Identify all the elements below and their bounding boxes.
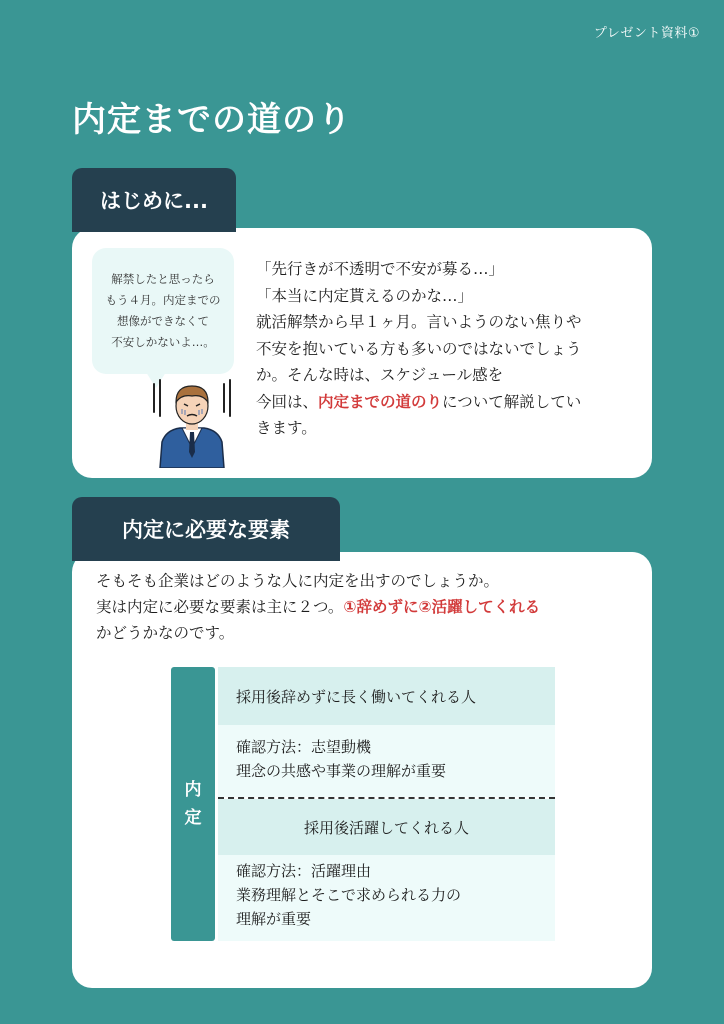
requirements-line-3: かどうかなのです。 — [96, 624, 235, 642]
intro-text — [256, 256, 640, 442]
requirements-card — [72, 552, 652, 988]
requirements-tab: 内定に必要な要素 — [72, 497, 340, 561]
requirements-line-2-before: 実は内定に必要な要素は主に２つ。 — [96, 598, 344, 616]
item-1-title: 採用後辞めずに長く働いてくれる人 — [218, 667, 555, 725]
side-label-char-1: 内 — [184, 780, 202, 800]
page-title: 内定までの道のり — [72, 100, 352, 140]
naitei-side-label — [171, 667, 215, 941]
item-2-method: 確認方法：活躍理由 — [236, 862, 372, 880]
item-2-detail-1: 業務理解とそこで求められる力の — [236, 886, 462, 904]
item-2-title: 採用後活躍してくれる人 — [218, 799, 555, 855]
requirements-line-2 — [96, 594, 636, 620]
requirements-text — [96, 568, 636, 646]
intro-line-4: 不安を抱いている方も多いのではないでしょう — [256, 339, 582, 358]
intro-line-1: 「先行きが不透明で不安が募る…」 — [256, 260, 505, 278]
side-label-char-2: 定 — [184, 808, 202, 828]
speech-bubble: 解禁したと思ったら もう４月。内定までの 想像ができなくて 不安しかないよ…。 — [92, 248, 234, 374]
intro-line-3: 就活解禁から早１ヶ月。言いようのない焦りや — [256, 313, 582, 331]
item-1-method: 確認方法：志望動機 — [236, 738, 372, 756]
intro-line-5: か。そんな時は、スケジュール感を — [256, 366, 504, 384]
requirements-highlight: ①辞めずに②活躍してくれる — [343, 598, 541, 616]
intro-line-6-after: について解説してい — [442, 392, 582, 411]
item-1-body — [218, 725, 555, 797]
item-2-body — [218, 855, 555, 941]
intro-line-6 — [256, 389, 640, 416]
item-2-detail-2: 理解が重要 — [236, 910, 312, 928]
intro-highlight: 内定までの道のり — [318, 392, 443, 411]
intro-card — [72, 228, 652, 478]
intro-line-6-before: 今回は、 — [256, 392, 319, 411]
item-1-detail: 理念の共感や事業の理解が重要 — [236, 762, 447, 780]
intro-tab: はじめに... — [72, 168, 236, 232]
doc-label: プレゼント資料① — [593, 26, 700, 41]
intro-line-7: きます。 — [256, 419, 317, 437]
intro-line-2: 「本当に内定貰えるのかな…」 — [256, 286, 474, 305]
worried-student-illustration — [144, 376, 240, 468]
requirements-diagram — [171, 667, 555, 941]
requirements-line-1: そもそも企業はどのような人に内定を出すのでしょうか。 — [96, 572, 500, 590]
